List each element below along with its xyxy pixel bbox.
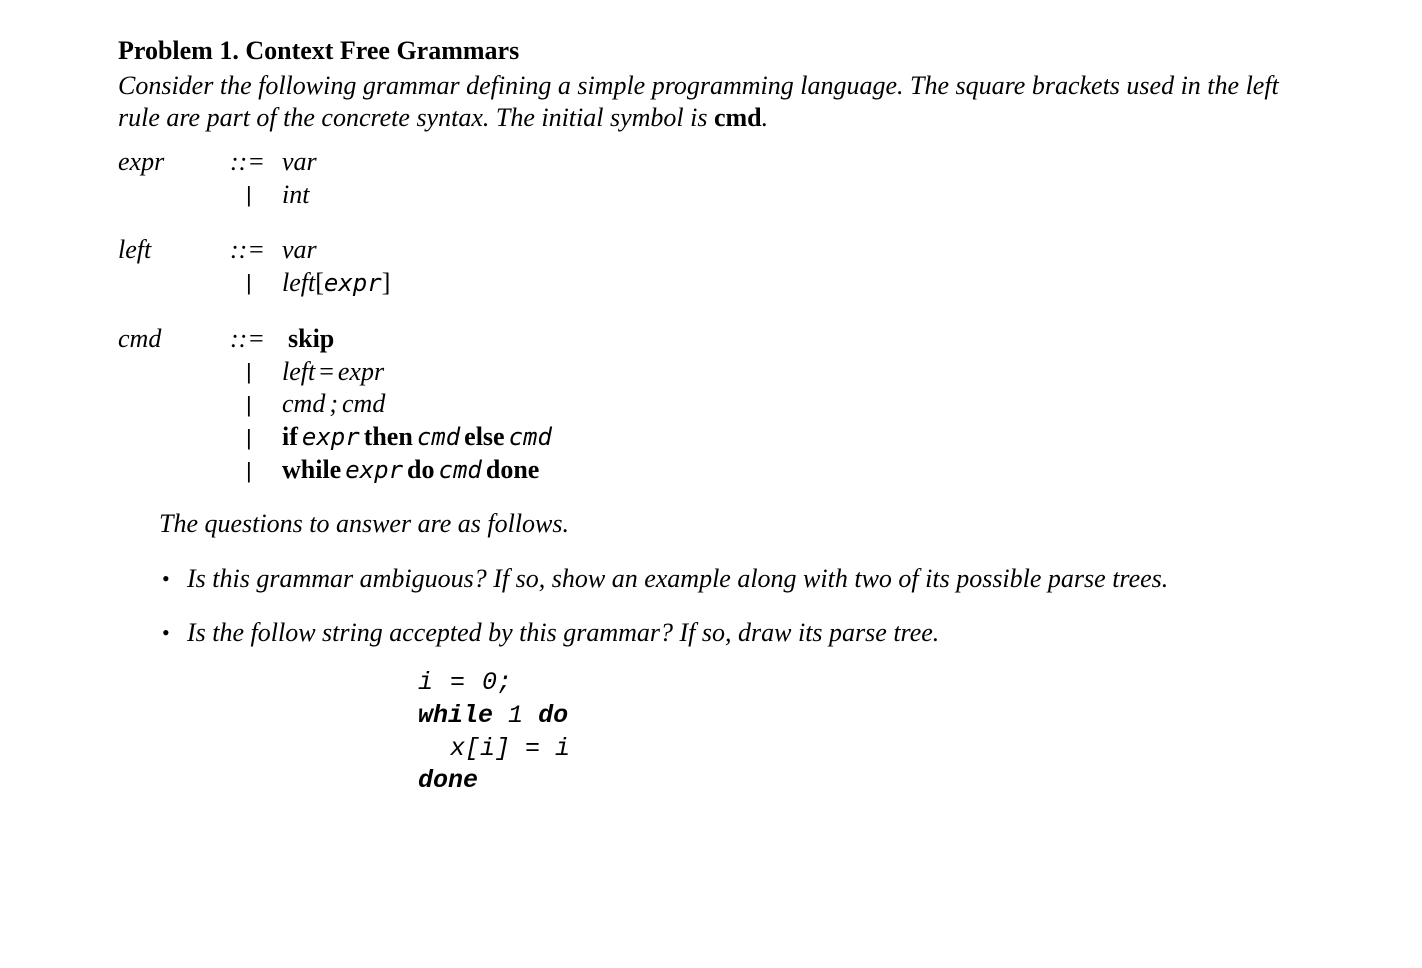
cmd-alt-assign [282,357,384,387]
expr-alt-int: int [282,180,310,209]
code-line-3: x[i] = i [450,734,571,763]
assign-left: left [282,357,316,386]
intro-text: Consider the following grammar defining a simple programming language. The square brackets used in the left rule are part of the concrete syntax. The initial symbol is [118,71,1279,132]
alt-bar: | [246,392,252,417]
code-line-4: done [418,766,479,795]
left-alt-expr: expr [323,269,382,297]
kw-while: while [282,455,342,484]
problem-title: Problem 1. Context Free Grammars [118,36,520,65]
code-kw-while: while [418,701,494,730]
while-expr: expr [345,456,404,484]
problem-intro [118,70,1318,134]
code-literal-1: 1 [508,701,524,730]
intro-end: . [761,103,769,132]
kw-done: done [485,455,540,484]
intro-initial-symbol: cmd [713,103,762,132]
def-operator: ::= [230,147,265,176]
if-expr: expr [301,423,360,451]
cmd-alt-while [282,455,539,485]
kw-if: if [282,422,298,451]
kw-then: then [363,422,413,451]
left-alt-open-bracket: [ [315,268,324,297]
code-kw-do: do [538,701,569,730]
questions-lead: The questions to answer are as follows. [159,509,570,538]
alt-bar: | [246,270,252,295]
alt-bar: | [246,182,252,207]
def-operator: ::= [230,324,265,353]
left-alt-indexed [282,268,390,298]
seq-cmd-1: cmd [282,389,326,418]
question-item: Is this grammar ambiguous? If so, show an example along with two of its possible parse trees. [187,564,1169,593]
left-alt-var: var [282,235,317,264]
code-line-1: i = 0; [418,668,513,697]
code-line-2 [418,701,568,730]
left-alt-left: left [282,268,316,297]
bullet-icon: • [162,566,170,591]
cmd-alt-if [282,422,552,452]
if-cmd-else: cmd [508,423,552,451]
cmd-alt-seq [282,389,385,419]
nonterminal-expr: expr [118,147,165,176]
alt-bar: | [246,458,252,483]
alt-bar: | [246,359,252,384]
seq-cmd-2: cmd [342,389,386,418]
assign-equals: = [319,357,334,386]
expr-alt-var: var [282,147,317,176]
def-operator: ::= [230,235,265,264]
bullet-icon: • [162,620,170,645]
cmd-alt-skip: skip [288,324,335,353]
kw-else: else [464,422,505,451]
left-alt-close-bracket: ] [381,268,391,297]
kw-do: do [407,455,435,484]
question-item: Is the follow string accepted by this grammar? If so, draw its parse tree. [187,618,940,647]
seq-semicolon: ; [329,389,338,418]
assign-expr: expr [337,357,385,386]
while-cmd: cmd [438,456,482,484]
nonterminal-left: left [118,235,152,264]
nonterminal-cmd: cmd [118,324,162,353]
if-cmd-then: cmd [416,423,461,451]
alt-bar: | [246,425,252,450]
